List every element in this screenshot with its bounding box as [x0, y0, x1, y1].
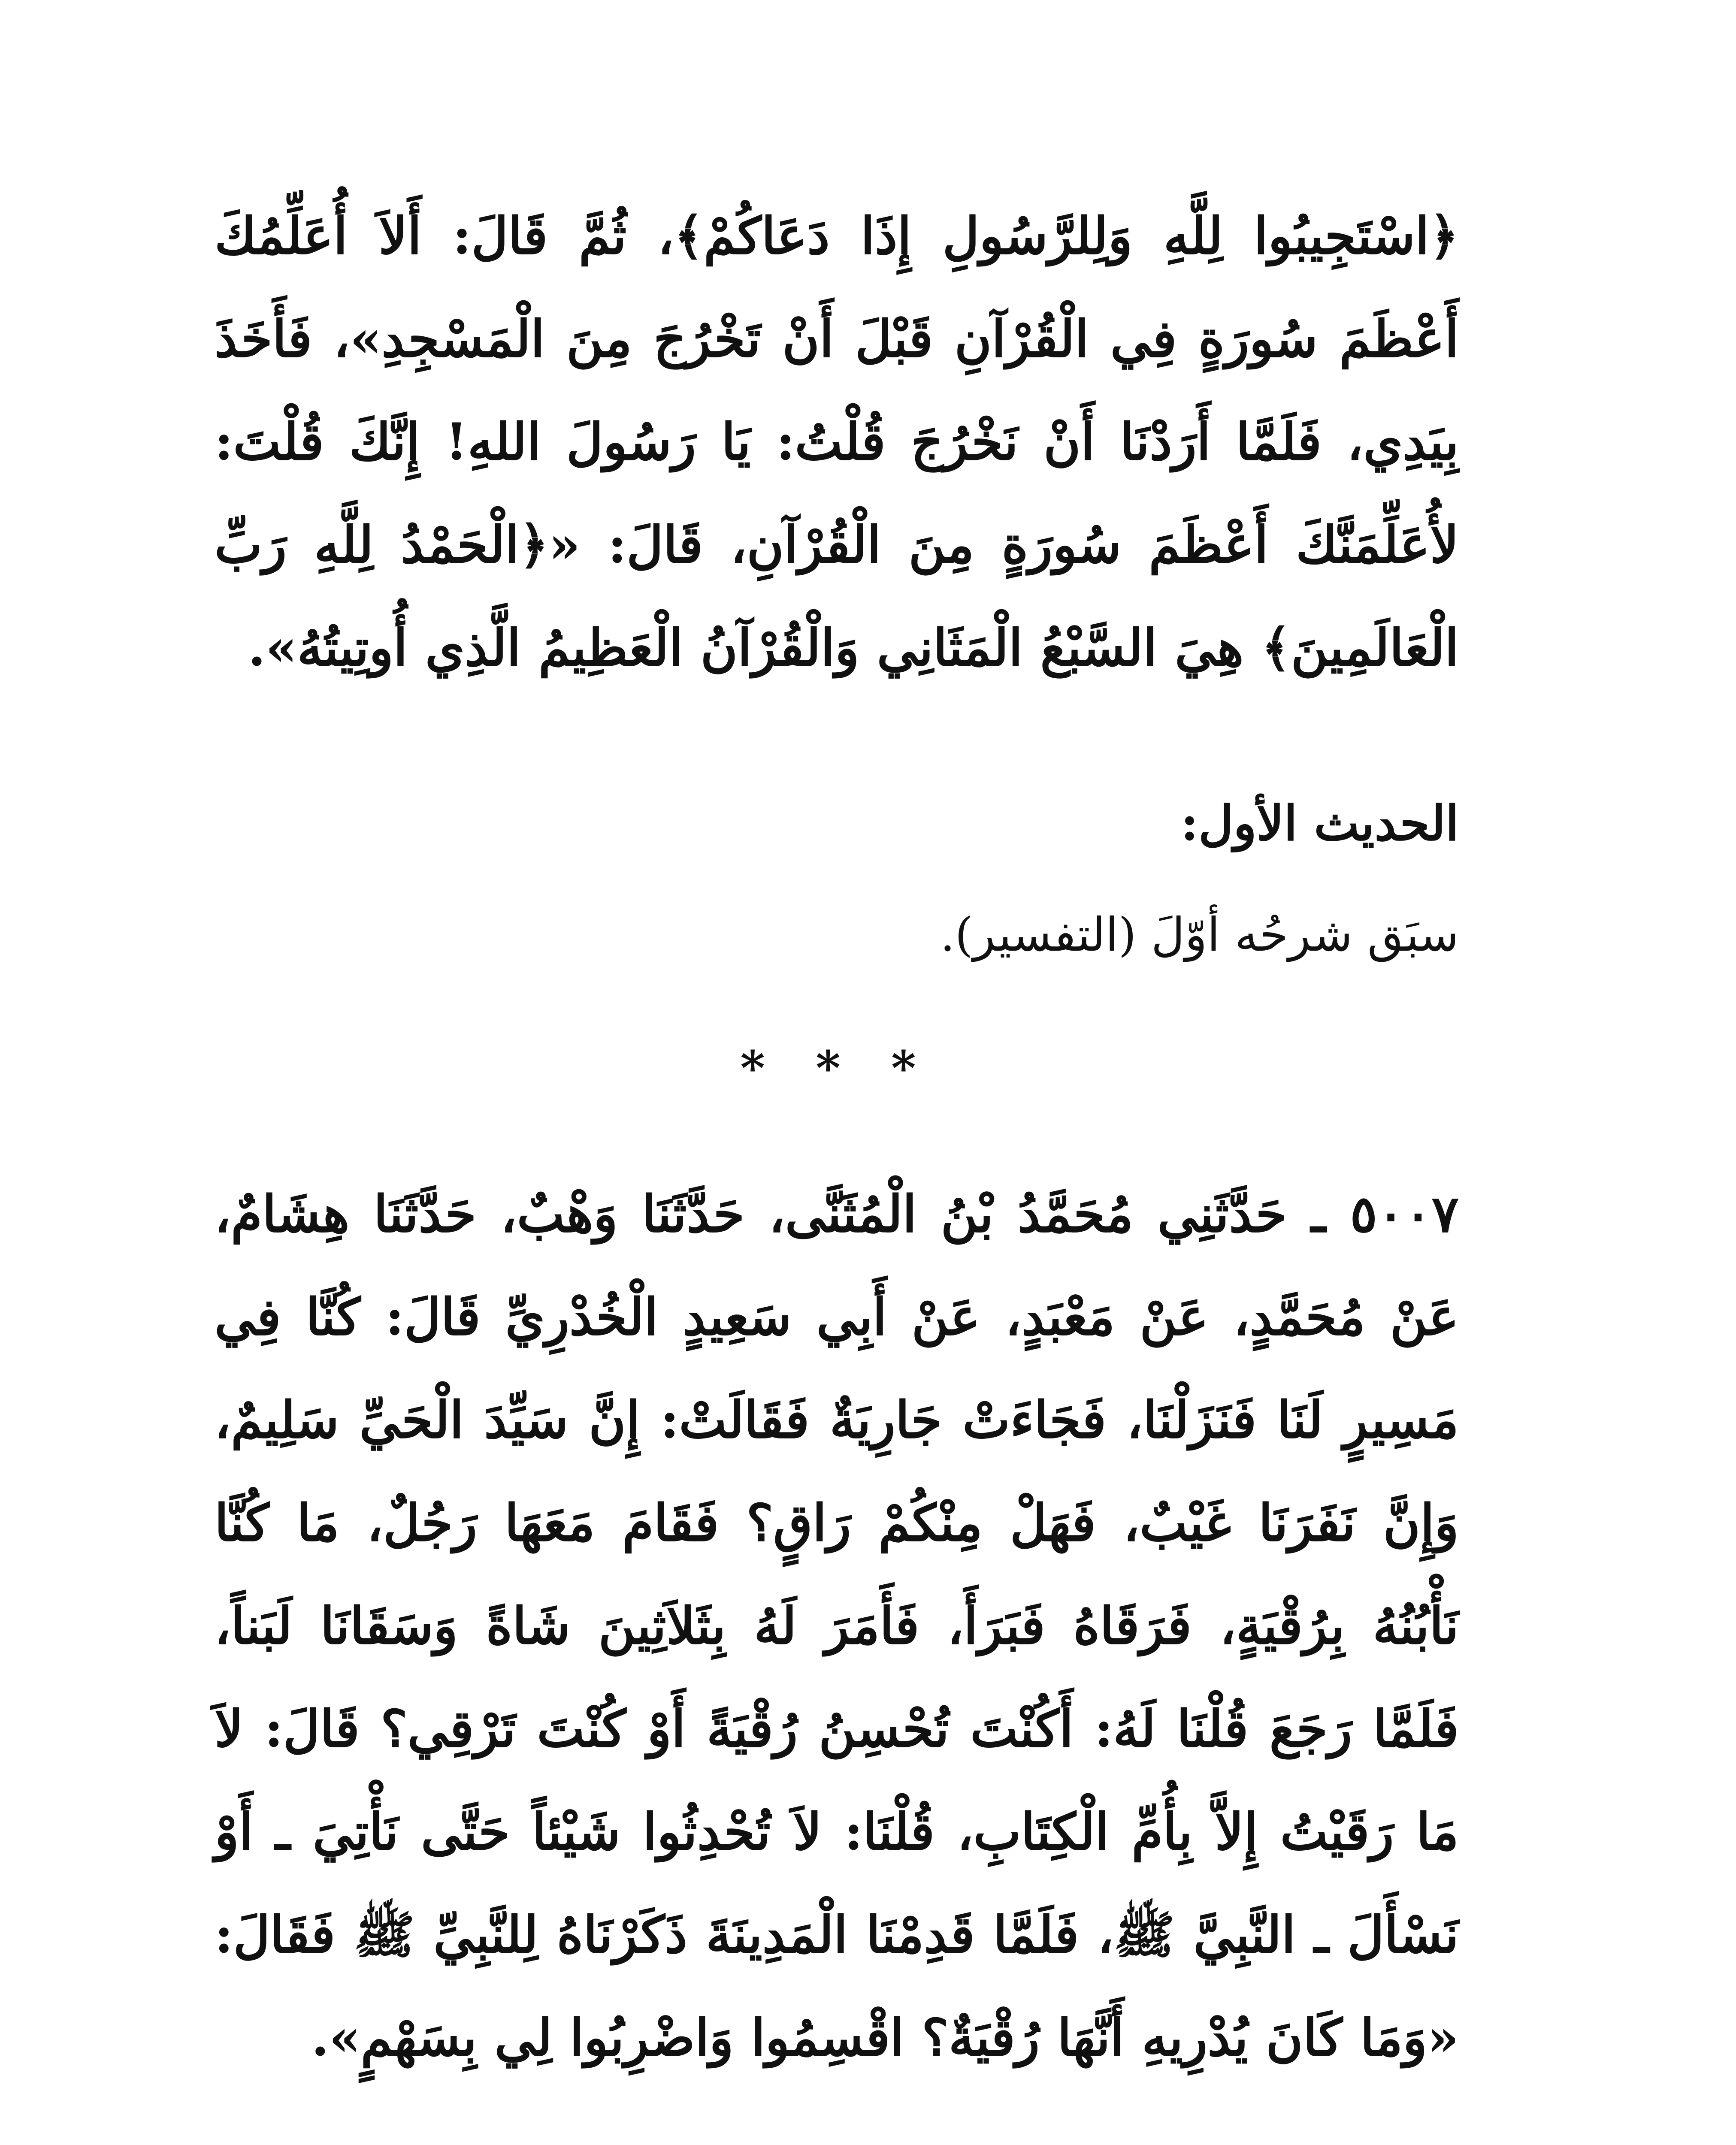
hadith-paragraph: ٥٠٠٧ ـ حَدَّثَنِي مُحَمَّدُ بْنُ الْمُثَنَّى، حَدَّثَنَا وَهْبٌ، حَدَّثَنَا هِشَامٌ، عَنْ مُحَمَّدٍ، عَنْ مَعْبَدٍ، عَنْ أَبِي سَعِيدٍ الْخُدْرِيِّ قَالَ: كُنَّا فِي مَسِيرٍ لَنَا فَنَزَلْنَا، فَجَاءَتْ جَارِيَةٌ فَقَالَتْ: إِنَّ سَيِّدَ الْحَيِّ سَلِيمٌ، وَإِنَّ نَفَرَنَا غَيْبٌ، فَهَلْ مِنْكُمْ رَاقٍ؟ فَقَامَ مَعَهَا رَجُلٌ، مَا كُنَّا نَأْبُنُهُ بِرُقْيَةٍ، فَرَقَاهُ فَبَرَأَ، فَأَمَرَ لَهُ بِثَلاَثِينَ شَاةً وَسَقَانَا لَبَناً، فَلَمَّا رَجَعَ قُلْنَا لَهُ: أَكُنْتَ تُحْسِنُ رُقْيَةً أَوْ كُنْتَ تَرْقِي؟ قَالَ: لاَ مَا رَقَيْتُ إِلاَّ بِأُمِّ الْكِتَابِ، قُلْنَا: لاَ تُحْدِثُوا شَيْئاً حَتَّى نَأْتِيَ ـ أَوْ نَسْأَلَ ـ النَّبِيَّ ﷺ، فَلَمَّا قَدِمْنَا الْمَدِينَةَ ذَكَرْنَاهُ لِلنَّبِيِّ ﷺ فَقَالَ: «وَمَا كَانَ يُدْرِيهِ أَنَّهَا رُقْيَةٌ؟ اقْسِمُوا وَاضْرِبُوا لِي بِسَهْمٍ». — [215, 1184, 1459, 2067]
section-heading: الحديث الأول: — [1180, 795, 1459, 852]
commentary-note: سبَق شرحُه أوّلَ (التفسير). — [940, 908, 1459, 962]
opening-paragraph: ﴿اسْتَجِيبُوا لِلَّهِ وَلِلرَّسُولِ إِذَا دَعَاكُمْ﴾، ثُمَّ قَالَ: أَلاَ أُعَلِّمُكَ أَعْظَمَ سُورَةٍ فِي الْقُرْآنِ قَبْلَ أَنْ تَخْرُجَ مِنَ الْمَسْجِدِ»، فَأَخَذَ بِيَدِي، فَلَمَّا أَرَدْنَا أَنْ نَخْرُجَ قُلْتُ: يَا رَسُولَ اللهِ! إِنَّكَ قُلْتَ: لأُعَلِّمَنَّكَ أَعْظَمَ سُورَةٍ مِنَ الْقُرْآنِ، قَالَ: «﴿الْحَمْدُ لِلَّهِ رَبِّ الْعَالَمِينَ﴾ هِيَ السَّبْعُ الْمَثَانِي وَالْقُرْآنُ الْعَظِيمُ الَّذِي أُوتِيتُهُ». — [215, 206, 1459, 677]
section-separator: * * * — [740, 1040, 933, 1096]
